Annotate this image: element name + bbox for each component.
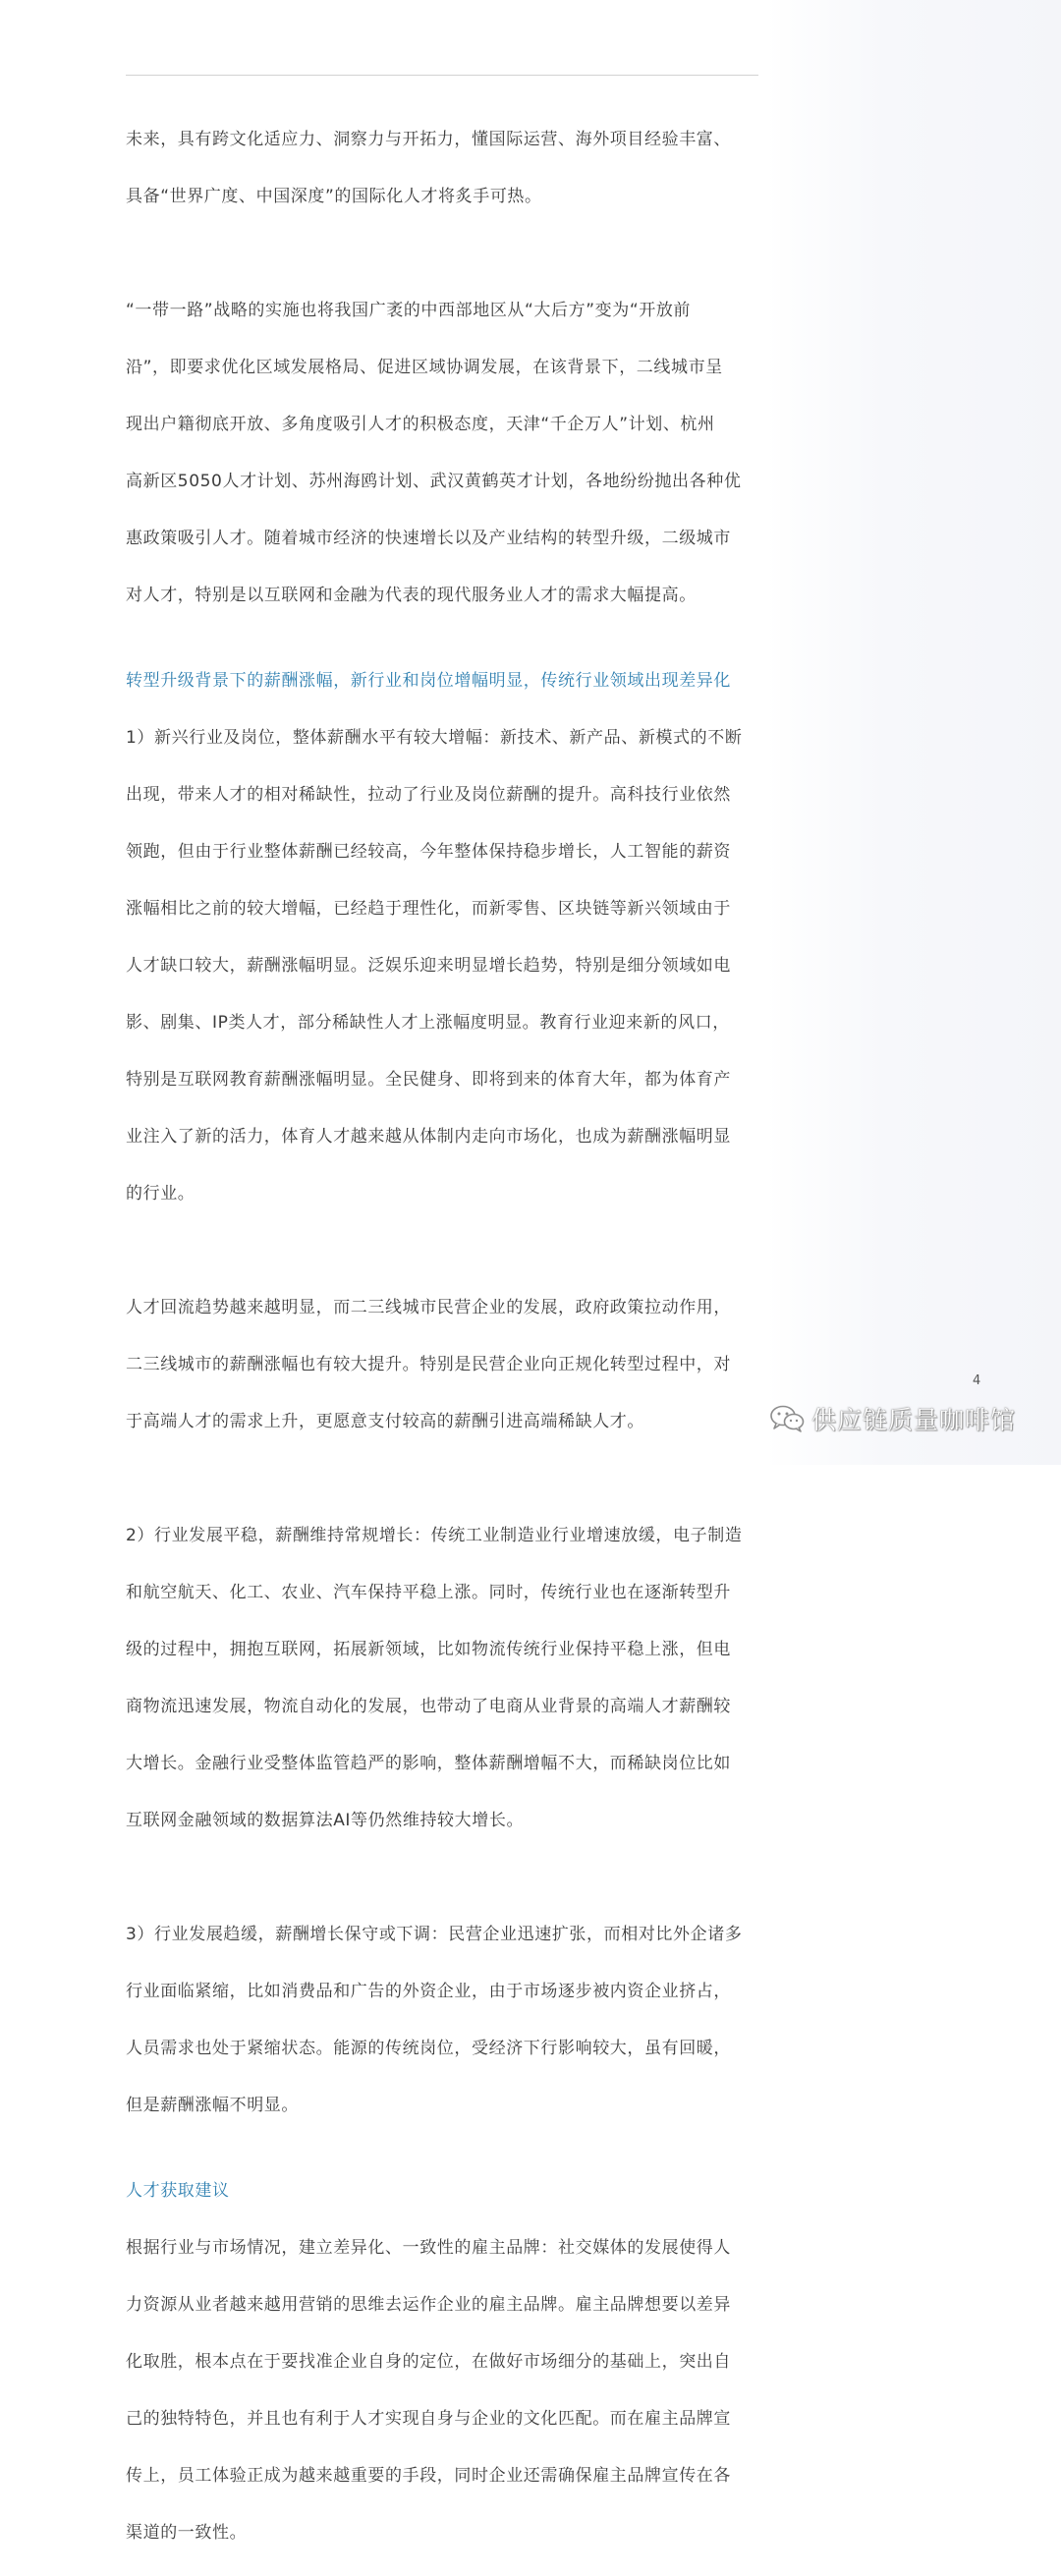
text-line: 惠政策吸引人才。随着城市经济的快速增长以及产业结构的转型升级，二级城市 (126, 529, 731, 548)
text-line: 沿”，即要求优化区域发展格局、促进区域协调发展，在该背景下，二线城市呈 (126, 358, 723, 377)
wechat-icon (768, 1404, 806, 1433)
text-line: 行业面临紧缩，比如消费品和广告的外资企业，由于市场逐步被内资企业挤占， (126, 1982, 731, 2001)
text-line: 但是薪酬涨幅不明显。 (126, 2096, 299, 2115)
watermark-text: 供应链质量咖啡馆 (811, 1406, 1017, 1434)
text-line: 对人才，特别是以互联网和金融为代表的现代服务业人才的需求大幅提高。 (126, 586, 697, 605)
text-line: 和航空航天、化工、农业、汽车保持平稳上涨。同时，传统行业也在逐渐转型升 (126, 1583, 731, 1602)
text-line: 化取胜，根本点在于要找准企业自身的定位，在做好市场细分的基础上，突出自 (126, 2352, 731, 2372)
page-number: 4 (973, 1373, 981, 1388)
text-line: 力资源从业者越来越用营销的思维去运作企业的雇主品牌。雇主品牌想要以差异 (126, 2295, 731, 2315)
text-line: 渠道的一致性。 (126, 2523, 248, 2543)
text-line: 人才缺口较大，薪酬涨幅明显。泛娱乐迎来明显增长趋势，特别是细分领域如电 (126, 956, 731, 976)
text-line: 2）行业发展平稳，薪酬维持常规增长：传统工业制造业行业增速放缓，电子制造 (126, 1526, 743, 1545)
section-heading-salary: 转型升级背景下的薪酬涨幅，新行业和岗位增幅明显，传统行业领域出现差异化 (126, 671, 731, 691)
text-line: 人才回流趋势越来越明显，而二三线城市民营企业的发展，政府政策拉动作用， (126, 1298, 731, 1317)
paragraph-belt-road (126, 268, 764, 639)
text-line: 领跑，但由于行业整体薪酬已经较高，今年整体保持稳步增长，人工智能的薪资 (126, 842, 731, 862)
text-line: 1）新兴行业及岗位，整体薪酬水平有较大增幅：新技术、新产品、新模式的不断 (126, 728, 743, 748)
text-line: 二三线城市的薪酬涨幅也有较大提升。特别是民营企业向正规化转型过程中，对 (126, 1355, 731, 1374)
text-line: 特别是互联网教育薪酬涨幅明显。全民健身、即将到来的体育大年，都为体育产 (126, 1070, 731, 1090)
text-line: 涨幅相比之前的较大增幅，已经趋于理性化，而新零售、区块链等新兴领域由于 (126, 899, 731, 919)
paragraph-intro (126, 97, 764, 240)
text-line: 级的过程中，拥抱互联网，拓展新领域，比如物流传统行业保持平稳上涨，但电 (126, 1640, 731, 1659)
text-line: 出现，带来人才的相对稀缺性，拉动了行业及岗位薪酬的提升。高科技行业依然 (126, 785, 731, 805)
text-line: 现出户籍彻底开放、多角度吸引人才的积极态度，天津“千企万人”计划、杭州 (126, 415, 715, 434)
text-line: 高新区5050人才计划、苏州海鸥计划、武汉黄鹤英才计划，各地纷纷抛出各种优 (126, 472, 742, 491)
text-line: “一带一路”战略的实施也将我国广袤的中西部地区从“大后方”变为“开放前 (126, 301, 692, 320)
top-divider (126, 75, 758, 76)
text-line: 互联网金融领域的数据算法AI等仍然维持较大增长。 (126, 1811, 525, 1830)
article-body (126, 97, 764, 2576)
text-line: 根据行业与市场情况，建立差异化、一致性的雇主品牌：社交媒体的发展使得人 (126, 2238, 731, 2258)
paragraph-stable-industries (126, 1493, 764, 1864)
text-line: 人员需求也处于紧缩状态。能源的传统岗位，受经济下行影响较大，虽有回暖， (126, 2039, 731, 2058)
watermark (768, 1399, 1016, 1438)
text-line: 未来，具有跨文化适应力、洞察力与开拓力，懂国际运营、海外项目经验丰富、 (126, 130, 731, 149)
text-line: 3）行业发展趋缓，薪酬增长保守或下调：民营企业迅速扩张，而相对比外企诸多 (126, 1925, 743, 1944)
text-line: 大增长。金融行业受整体监管趋严的影响，整体薪酬增幅不大，而稀缺岗位比如 (126, 1754, 731, 1773)
text-line: 于高端人才的需求上升，更愿意支付较高的薪酬引进高端稀缺人才。 (126, 1412, 644, 1431)
paragraph-employer-brand (126, 2206, 764, 2576)
text-line: 商物流迅速发展，物流自动化的发展，也带动了电商从业背景的高端人才薪酬较 (126, 1697, 731, 1716)
text-line: 己的独特特色，并且也有利于人才实现自身与企业的文化匹配。而在雇主品牌宣 (126, 2409, 731, 2429)
text-line: 具备“世界广度、中国深度”的国际化人才将炙手可热。 (126, 187, 542, 206)
paragraph-talent-return (126, 1265, 764, 1465)
text-line: 业注入了新的活力，体育人才越来越从体制内走向市场化，也成为薪酬涨幅明显 (126, 1127, 731, 1147)
paragraph-slowing-industries (126, 1892, 764, 2149)
paragraph-emerging-industries (126, 696, 764, 1237)
page-shade (766, 0, 1061, 1465)
text-line: 影、剧集、IP类人才，部分稀缺性人才上涨幅度明显。教育行业迎来新的风口， (126, 1013, 730, 1033)
section-heading-talent: 人才获取建议 (126, 2181, 230, 2201)
text-line: 的行业。 (126, 1184, 195, 1204)
text-line: 传上，员工体验正成为越来越重要的手段，同时企业还需确保雇主品牌宣传在各 (126, 2466, 731, 2486)
